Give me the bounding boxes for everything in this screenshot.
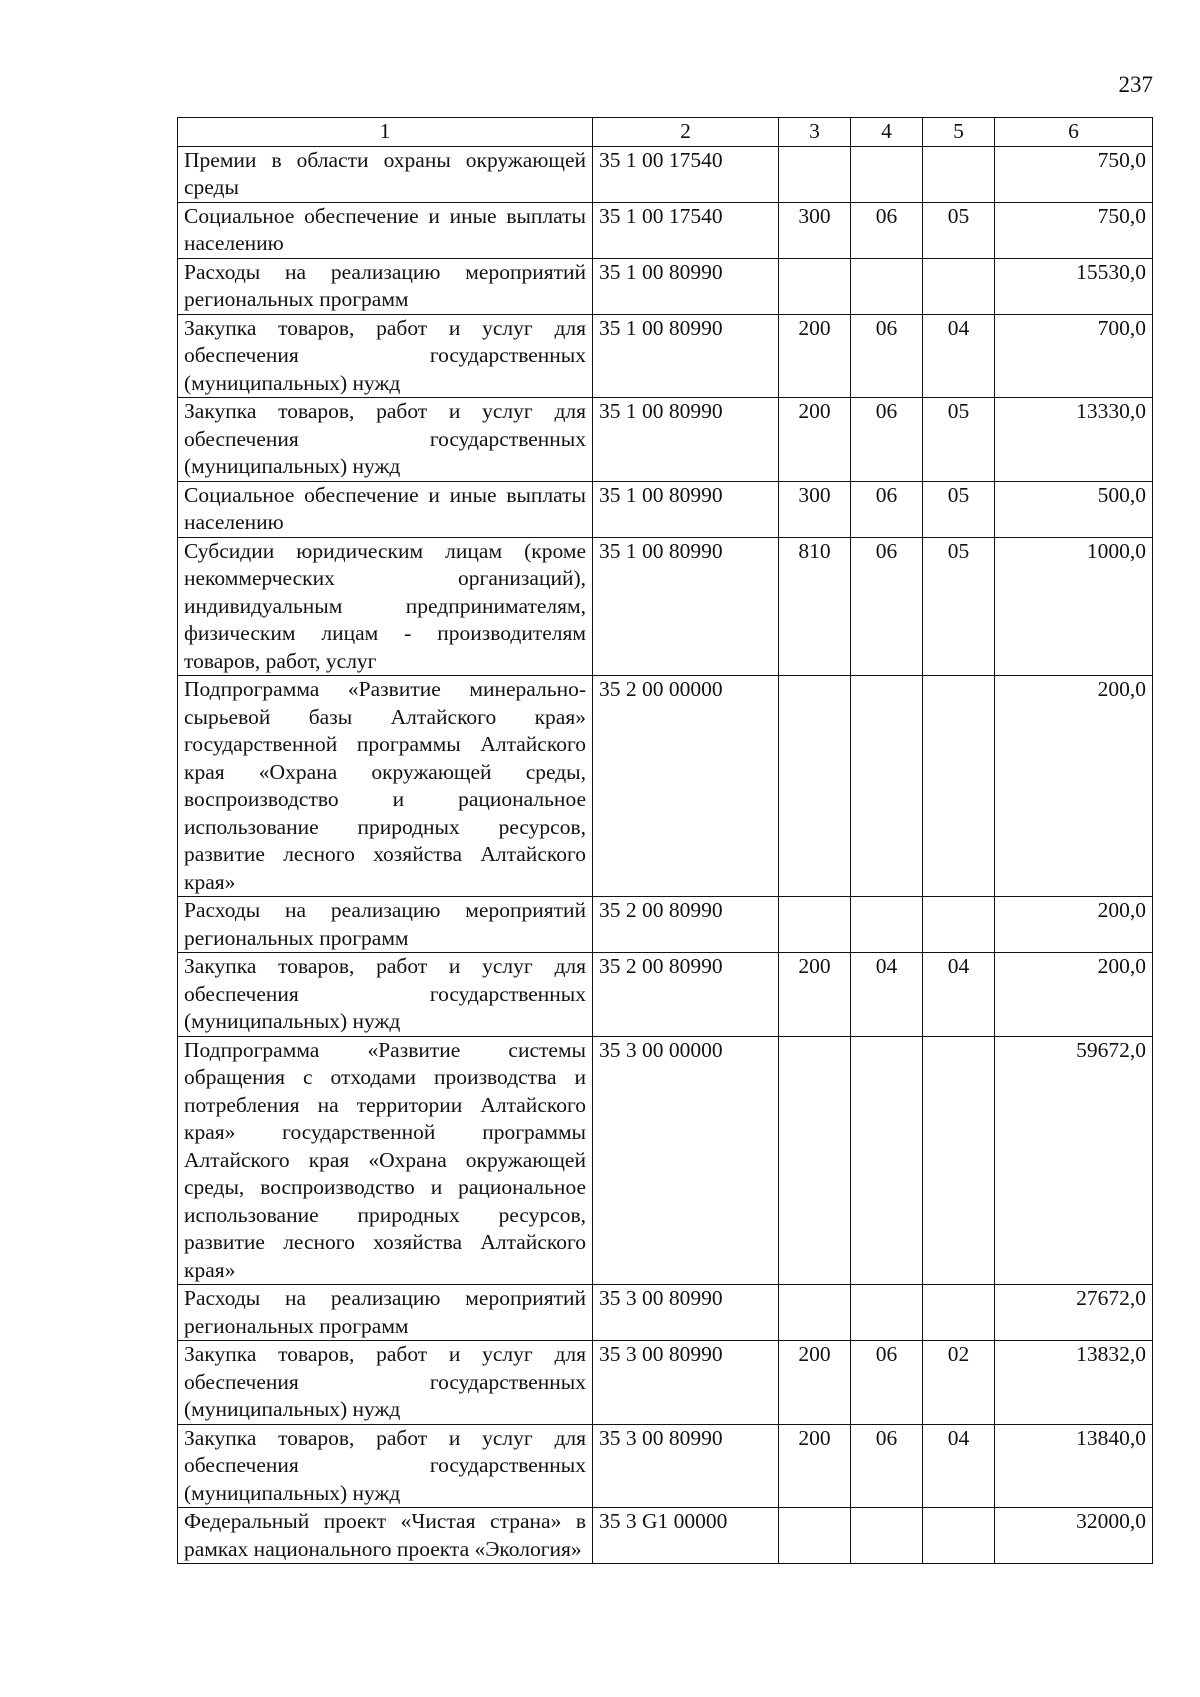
expense-name-cell: Федеральный проект «Чистая страна» в рамках национального проекта «Экология» bbox=[178, 1508, 593, 1564]
section-cell bbox=[851, 676, 923, 897]
header-row bbox=[178, 118, 1153, 147]
expense-type-cell: 200 bbox=[779, 398, 851, 482]
target-code-cell: 35 1 00 80990 bbox=[593, 481, 779, 537]
table-row bbox=[178, 1285, 1153, 1341]
amount-cell: 750,0 bbox=[995, 146, 1153, 202]
section-cell bbox=[851, 258, 923, 314]
expense-name-cell: Социальное обеспечение и иные выплаты населению bbox=[178, 202, 593, 258]
expense-type-cell: 300 bbox=[779, 202, 851, 258]
budget-table bbox=[177, 117, 1153, 1564]
column-header-2: 2 bbox=[593, 118, 779, 147]
amount-cell: 200,0 bbox=[995, 676, 1153, 897]
expense-name-cell: Закупка товаров, работ и услуг для обеспечения государственных (муниципальных) нужд bbox=[178, 953, 593, 1037]
expense-name-cell: Подпрограмма «Развитие минерально-сырьевой базы Алтайского края» государственной программы Алтайского края «Охрана окружающей среды, воспроизводство и рациональное использование природных ресурсов, развитие лесного хозяйства Алтайского края» bbox=[178, 676, 593, 897]
expense-type-cell bbox=[779, 1285, 851, 1341]
expense-name-cell: Субсидии юридическим лицам (кроме некоммерческих организаций), индивидуальным предпринимателям, физическим лицам - производителям товаров, работ, услуг bbox=[178, 537, 593, 676]
page-number: 237 bbox=[1118, 72, 1153, 97]
expense-type-cell bbox=[779, 1036, 851, 1285]
target-code-cell: 35 3 00 80990 bbox=[593, 1341, 779, 1425]
table-row bbox=[178, 146, 1153, 202]
target-code-cell: 35 3 00 80990 bbox=[593, 1424, 779, 1508]
subsection-cell bbox=[923, 897, 995, 953]
target-code-cell: 35 3 00 80990 bbox=[593, 1285, 779, 1341]
section-cell: 06 bbox=[851, 202, 923, 258]
table-row bbox=[178, 1508, 1153, 1564]
amount-cell: 13832,0 bbox=[995, 1341, 1153, 1425]
amount-cell: 1000,0 bbox=[995, 537, 1153, 676]
table-row bbox=[178, 202, 1153, 258]
target-code-cell: 35 3 00 00000 bbox=[593, 1036, 779, 1285]
amount-cell: 13330,0 bbox=[995, 398, 1153, 482]
target-code-cell: 35 1 00 80990 bbox=[593, 258, 779, 314]
table-row bbox=[178, 676, 1153, 897]
column-header-3: 3 bbox=[779, 118, 851, 147]
subsection-cell bbox=[923, 258, 995, 314]
subsection-cell bbox=[923, 1285, 995, 1341]
expense-type-cell bbox=[779, 258, 851, 314]
subsection-cell: 04 bbox=[923, 1424, 995, 1508]
expense-type-cell: 200 bbox=[779, 314, 851, 398]
table-body bbox=[178, 146, 1153, 1564]
amount-cell: 700,0 bbox=[995, 314, 1153, 398]
table-row bbox=[178, 1424, 1153, 1508]
expense-name-cell: Расходы на реализацию мероприятий региональных программ bbox=[178, 1285, 593, 1341]
expense-type-cell bbox=[779, 146, 851, 202]
expense-type-cell: 200 bbox=[779, 1341, 851, 1425]
target-code-cell: 35 1 00 80990 bbox=[593, 314, 779, 398]
section-cell bbox=[851, 1036, 923, 1285]
target-code-cell: 35 1 00 17540 bbox=[593, 202, 779, 258]
target-code-cell: 35 1 00 80990 bbox=[593, 398, 779, 482]
subsection-cell: 04 bbox=[923, 314, 995, 398]
subsection-cell: 05 bbox=[923, 481, 995, 537]
section-cell bbox=[851, 1508, 923, 1564]
subsection-cell bbox=[923, 146, 995, 202]
table-row bbox=[178, 314, 1153, 398]
amount-cell: 750,0 bbox=[995, 202, 1153, 258]
subsection-cell: 02 bbox=[923, 1341, 995, 1425]
section-cell: 06 bbox=[851, 1424, 923, 1508]
expense-type-cell bbox=[779, 897, 851, 953]
target-code-cell: 35 2 00 80990 bbox=[593, 953, 779, 1037]
section-cell bbox=[851, 897, 923, 953]
table-row bbox=[178, 398, 1153, 482]
subsection-cell bbox=[923, 676, 995, 897]
expense-name-cell: Закупка товаров, работ и услуг для обеспечения государственных (муниципальных) нужд bbox=[178, 1341, 593, 1425]
expense-name-cell: Расходы на реализацию мероприятий региональных программ bbox=[178, 258, 593, 314]
amount-cell: 200,0 bbox=[995, 897, 1153, 953]
target-code-cell: 35 2 00 00000 bbox=[593, 676, 779, 897]
amount-cell: 15530,0 bbox=[995, 258, 1153, 314]
section-cell: 06 bbox=[851, 398, 923, 482]
section-cell: 06 bbox=[851, 314, 923, 398]
amount-cell: 59672,0 bbox=[995, 1036, 1153, 1285]
subsection-cell bbox=[923, 1508, 995, 1564]
column-header-1: 1 bbox=[178, 118, 593, 147]
column-header-4: 4 bbox=[851, 118, 923, 147]
target-code-cell: 35 1 00 80990 bbox=[593, 537, 779, 676]
expense-type-cell bbox=[779, 1508, 851, 1564]
column-header-5: 5 bbox=[923, 118, 995, 147]
target-code-cell: 35 2 00 80990 bbox=[593, 897, 779, 953]
expense-type-cell: 810 bbox=[779, 537, 851, 676]
subsection-cell: 05 bbox=[923, 202, 995, 258]
amount-cell: 27672,0 bbox=[995, 1285, 1153, 1341]
expense-name-cell: Закупка товаров, работ и услуг для обеспечения государственных (муниципальных) нужд bbox=[178, 398, 593, 482]
section-cell: 06 bbox=[851, 481, 923, 537]
section-cell: 06 bbox=[851, 1341, 923, 1425]
expense-name-cell: Социальное обеспечение и иные выплаты населению bbox=[178, 481, 593, 537]
amount-cell: 500,0 bbox=[995, 481, 1153, 537]
subsection-cell bbox=[923, 1036, 995, 1285]
target-code-cell: 35 1 00 17540 bbox=[593, 146, 779, 202]
table-row bbox=[178, 1341, 1153, 1425]
expense-type-cell bbox=[779, 676, 851, 897]
subsection-cell: 04 bbox=[923, 953, 995, 1037]
expense-type-cell: 200 bbox=[779, 1424, 851, 1508]
target-code-cell: 35 3 G1 00000 bbox=[593, 1508, 779, 1564]
expense-type-cell: 200 bbox=[779, 953, 851, 1037]
expense-name-cell: Премии в области охраны окружающей среды bbox=[178, 146, 593, 202]
table-row bbox=[178, 953, 1153, 1037]
column-header-6: 6 bbox=[995, 118, 1153, 147]
expense-name-cell: Закупка товаров, работ и услуг для обеспечения государственных (муниципальных) нужд bbox=[178, 314, 593, 398]
subsection-cell: 05 bbox=[923, 398, 995, 482]
section-cell: 04 bbox=[851, 953, 923, 1037]
table-row bbox=[178, 897, 1153, 953]
amount-cell: 200,0 bbox=[995, 953, 1153, 1037]
expense-name-cell: Расходы на реализацию мероприятий региональных программ bbox=[178, 897, 593, 953]
section-cell bbox=[851, 146, 923, 202]
table-row bbox=[178, 1036, 1153, 1285]
section-cell: 06 bbox=[851, 537, 923, 676]
expense-name-cell: Подпрограмма «Развитие системы обращения с отходами производства и потребления на территории Алтайского края» государственной программы Алтайского края «Охрана окружающей среды, воспроизводство и рациональное использование природных ресурсов, развитие лесного хозяйства Алтайского края» bbox=[178, 1036, 593, 1285]
section-cell bbox=[851, 1285, 923, 1341]
amount-cell: 13840,0 bbox=[995, 1424, 1153, 1508]
expense-name-cell: Закупка товаров, работ и услуг для обеспечения государственных (муниципальных) нужд bbox=[178, 1424, 593, 1508]
expense-type-cell: 300 bbox=[779, 481, 851, 537]
table-row bbox=[178, 481, 1153, 537]
subsection-cell: 05 bbox=[923, 537, 995, 676]
table-row bbox=[178, 537, 1153, 676]
table-row bbox=[178, 258, 1153, 314]
amount-cell: 32000,0 bbox=[995, 1508, 1153, 1564]
